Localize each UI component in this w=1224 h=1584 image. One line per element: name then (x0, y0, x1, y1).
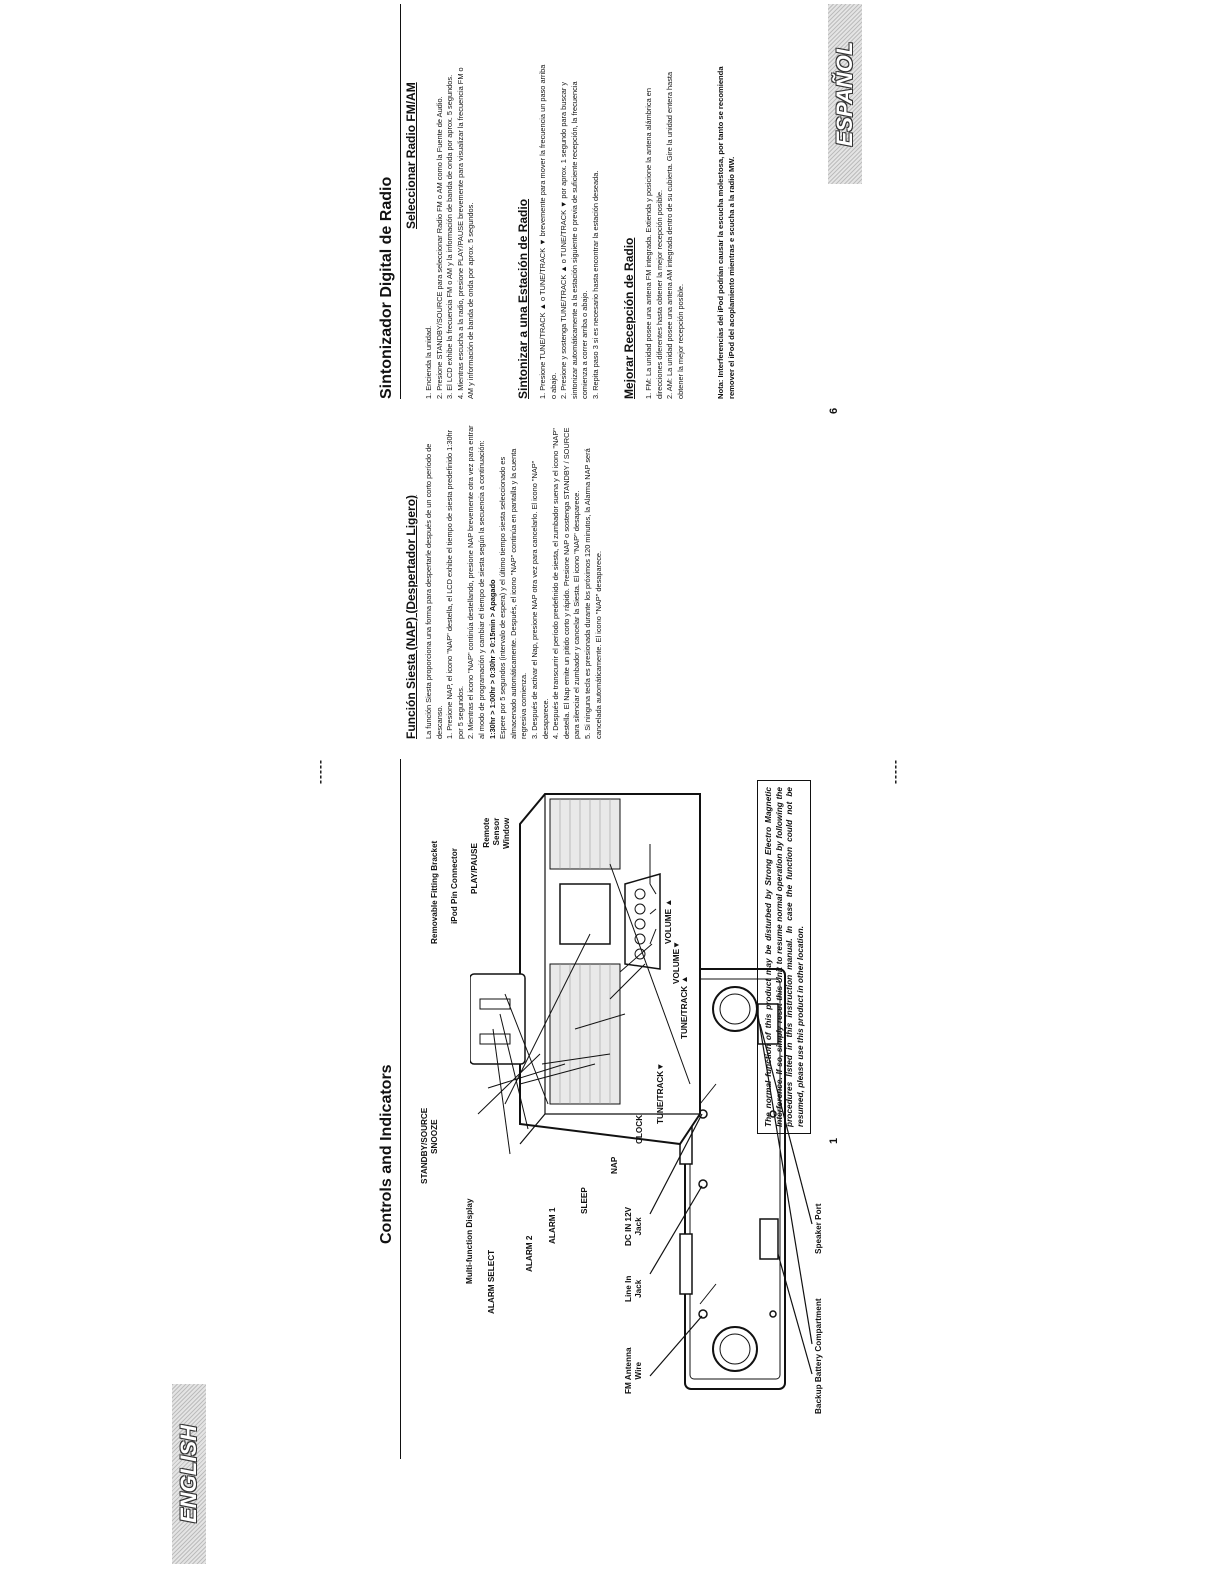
label-remote-sensor-line2: Sensor (492, 817, 501, 846)
label-sleep: SLEEP (580, 1187, 589, 1214)
label-play-pause: PLAY/PAUSE (470, 843, 479, 894)
title-rule (400, 759, 401, 1459)
interference-warning: The normal function of this product may be disturbed by Strong Electro Magnetic Interference. If so, simply reset this Unit to resume normal operation by following the procedures listed in this instruction manual. In case the function could not be resumed, please use this product in other location. (757, 780, 811, 1134)
label-fm-antenna-line1: FM Antenna (624, 1347, 633, 1394)
label-tune-track-down: TUNE/TRACK▼ (656, 1062, 665, 1124)
improve-item-1: 1. FM: La unidad posee una antena FM integrada. Extienda y posicione la antena alámbrica en direcciones diferentes hasta obtener la mejor recepción posible. (644, 87, 664, 399)
tune-section-heading: Sintonizar a una Estación de Radio (516, 198, 530, 399)
label-remote-sensor-window (482, 818, 512, 849)
label-remote-sensor-line3: Window (502, 817, 511, 849)
nap-item-5: 5. Si ninguna tecla es presionada durante los próximos 120 minutos, la Alarma NAP será cancelada automáticamente. El icono "NAP" desaparece. (582, 448, 603, 739)
tune-section-body (538, 59, 602, 399)
radio-title-rule (400, 4, 401, 399)
label-alarm-1: ALARM 1 (548, 1207, 557, 1244)
ipod-interference-note: Nota: Interferencias del iPod podrían causar la escucha molestosa, por tanto se recomienda remover el iPod del acoplamiento mientras e scucha a la radio MW. (716, 66, 736, 399)
nap-item-1: 1. Presione NAP, el icono "NAP" destella, el LCD exhibe el tiempo de siesta predefinido 1:30hr por 5 segundos. (445, 429, 465, 739)
label-nap: NAP (610, 1156, 619, 1174)
label-snooze: SNOOZE (430, 1119, 439, 1154)
nap-item-3: 3. Después de activar el Nap, presione NAP otra vez para cancelarlo. El icono "NAP" desaparece. (529, 460, 550, 739)
select-item-3: 3. El LCD exhibe la frecuencia FM o AM y la información de banda de onda por aprox. 5 segundos. (445, 74, 455, 399)
page-title: Controls and Indicators (378, 1064, 395, 1244)
label-speaker-port: Speaker Port (814, 1203, 823, 1254)
label-dc-in-line2: Jack (634, 1217, 643, 1236)
tune-item-2: 2. Presione y sostenga TUNE/TRACK ▲ o TUNE/TRACK ▼ por aprox. 1 segundo para buscar y sintonizar automáticamente a la estación siguiente o previa de suficiente recepción, la frecuencia comienza a correr arriba o abajo. (559, 81, 590, 399)
label-backup-battery: Backup Battery Compartment (814, 1298, 823, 1414)
nap-sequence: 1:30hr > 1:00hr > 0:30hr > 0:15min > Apagado (487, 579, 497, 739)
label-fm-antenna (624, 1347, 644, 1394)
label-removable-bracket: Removable Fitting Bracket (430, 840, 439, 944)
label-fm-antenna-line2: Wire (634, 1361, 643, 1380)
label-volume-up: VOLUME ▲ (664, 898, 673, 944)
label-line-in (624, 1276, 644, 1302)
tune-item-3: 3. Repita paso 3 si es necesario hasta encontrar la estación deseada. (590, 170, 600, 399)
separator-bottom-left: ----- (888, 759, 902, 784)
select-item-4: 4. Mientras escucha a la radio, presione PLAY/PAUSE brevemente para visualizar la frecuencia FM o AM y información de banda de onda por aprox. 5 segundos. (455, 67, 476, 399)
label-dc-in (624, 1207, 644, 1246)
nap-item-2: 2. Mientras el icono "NAP" continúa destellando, presione NAP brevemente otra vez para entrar al modo de programación y cambiar el tiempo de siesta según la secuencia a continuación: (466, 425, 486, 739)
select-item-2: 2. Presione STANDBY/SOURCE para seleccionar Radio FM o AM como la Fuente de Audio. (434, 96, 444, 399)
label-tune-track-up: TUNE/TRACK ▲ (680, 975, 689, 1039)
page-number-left: 1 (828, 1137, 840, 1144)
label-alarm-2: ALARM 2 (525, 1235, 534, 1272)
label-line-in-line2: Jack (634, 1279, 643, 1298)
radio-title: Sintonizador Digital de Radio (378, 176, 395, 399)
label-alarm-select: ALARM SELECT (487, 1249, 496, 1314)
label-volume-down: VOLUME▼ (672, 940, 681, 984)
nap-intro: La función Siesta proporciona una forma para despertarle después de un corto período de descanso. (424, 443, 444, 739)
select-section-body (424, 59, 477, 399)
improve-item-2: 2. AM: La unidad posee una antena AM integrada dentro de su cubierta. Gire la unidad entera hasta obtener la mejor recepción posible. (665, 71, 685, 399)
label-standby-source: STANDBY/SOURCE (420, 1107, 429, 1184)
separator-top-left: ----- (313, 759, 327, 784)
improve-section-body (644, 59, 686, 399)
select-section-heading: Seleccionar Radio FM/AM (404, 82, 418, 229)
label-dc-in-line1: DC IN 12V (624, 1206, 633, 1246)
nap-item-4: 4. Después de transcurrir el período predefinido de siesta, el zumbador suena y el icono "NAP" destella. El Nap emite un pitido corto y rápido. Presione NAP o sostenga STANDBY / SOURCE para silenciar el zumbador y cancelar la Siesta. El icono "NAP" desaparece. (551, 427, 582, 739)
label-multi-function-display: Multi-function Display (465, 1198, 474, 1284)
nap-item-2-cont: Espere por 5 segundos (intervalo de espera) y el último tiempo siesta seleccionado es almacenado automáticamente. Después, el icono "NAP" continúa en pantalla y la cuenta regresiva comienza. (498, 448, 529, 739)
label-remote-sensor-line1: Remote (482, 817, 491, 848)
tune-item-1: 1. Presione TUNE/TRACK ▲ o TUNE/TRACK ▼ brevemente para mover la frecuencia un paso arriba o abajo. (538, 64, 558, 399)
nap-section-heading: Función Siesta (NAP) (Despertador Ligero) (404, 494, 418, 739)
label-clock: CLOCK (635, 1114, 644, 1144)
language-tab-espanol: ESPAÑOL (828, 4, 862, 184)
nap-section-body (424, 419, 604, 739)
label-line-in-line1: Line In (624, 1275, 633, 1302)
improve-section-heading: Mejorar Recepción de Radio (622, 237, 636, 399)
select-item-1: 1. Encienda la unidad. (424, 325, 433, 399)
label-ipod-pin-connector: iPod Pin Connector (450, 848, 459, 924)
page-number-right: 6 (828, 407, 840, 414)
language-tab-english: ENGLISH (172, 1384, 206, 1564)
